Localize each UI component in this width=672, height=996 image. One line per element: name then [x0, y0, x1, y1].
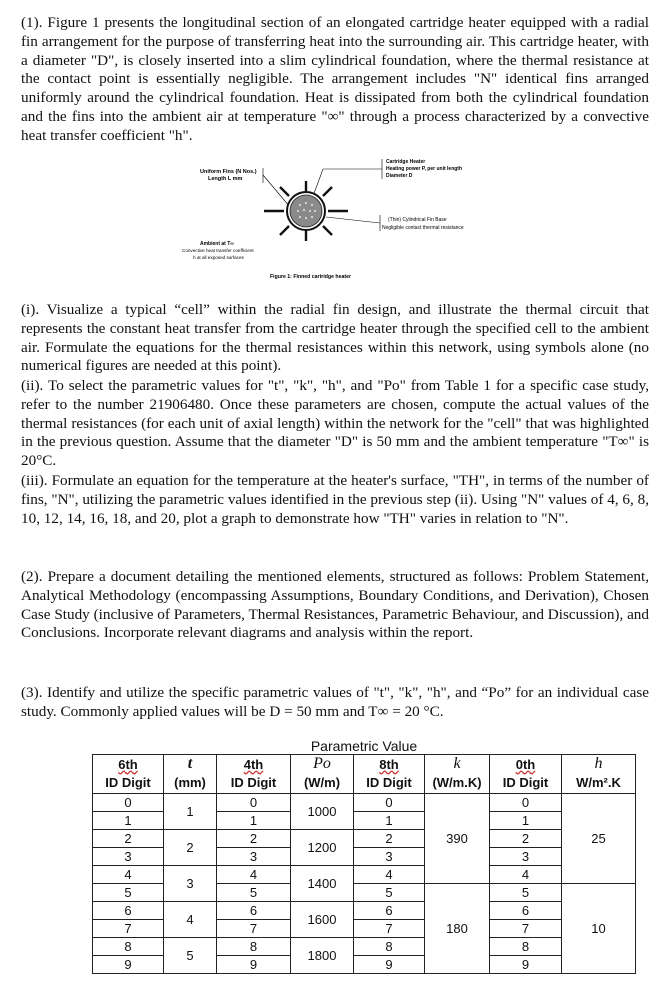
k-value: 390	[425, 793, 490, 883]
digit-cell: 7	[354, 919, 425, 937]
digit-cell: 4	[217, 865, 291, 883]
digit-cell: 3	[354, 847, 425, 865]
q2-text: (2). Prepare a document detailing the mentioned elements, structured as follows: Problem Statement, Analytical Methodology (encompassing Assumptions, Boundary Conditions, and Derivation), Chosen Case Study (inclusive of Parameters, Thermal Resistances, Parametric Behaviour, and Discussion), and Conclusions. Incorporate relevant diagrams and analysis within the report.	[21, 568, 649, 642]
digit-cell: 0	[354, 793, 425, 811]
table-title: Parametric Value	[93, 737, 636, 755]
po-value: 1400	[291, 865, 354, 901]
digit-cell: 2	[354, 829, 425, 847]
h-value: 25	[562, 793, 636, 883]
col-3-sub: ID Digit	[217, 773, 291, 793]
digit-cell: 9	[490, 955, 562, 973]
q1-part-iii: (iii). Formulate an equation for the temperature at the heater's surface, "TH", in terms of the number of fins, "N", utilizing the parametric values identified in the previous step (ii). Using "N" values of 4, 6, 8, 10, 12, 14, 16, 18, and 20, plot a graph to demonstrate how "TH" varies in relation to "N".	[21, 472, 649, 527]
figure-finned-heater	[160, 155, 500, 285]
po-value: 1800	[291, 937, 354, 973]
q3-text: (3). Identify and utilize the specific parametric values of "t", "k", "h", and “Po” for an individual case study. Commonly applied values will be D = 50 mm and T∞ = 20 °C.	[21, 684, 649, 720]
po-value: 1200	[291, 829, 354, 865]
digit-cell: 0	[93, 793, 164, 811]
q1-intro: (1). Figure 1 presents the longitudinal section of an elongated cartridge heater equipped with a radial fin arrangement for the purpose of transferring heat into the surrounding air. This cartridge heater, with a diameter "D", is closely inserted into a slim cylindrical foundation, where the thermal resistance at the contact point is essentially negligible. The arrangement includes "N" identical fins arranged uniformly around the cylindrical foundation. Heat is dissipated from both the cylindrical foundation and the fins into the ambient air at temperature "∞" through a process characterized by a convective heat transfer coefficient "h".	[21, 14, 649, 144]
col-6-symbol: k	[453, 755, 461, 772]
col-4-sub: (W/m)	[291, 773, 354, 793]
q1-part-i: (i). Visualize a typical “cell” within the radial fin design, and illustrate the thermal circuit that represents the constant heat transfer from the cartridge heater through the specified cell to the ambient air. Formulate the equations for the thermal resistances within this network, using symbols alone (no numerical figures are needed at this point).	[21, 301, 649, 375]
digit-cell: 9	[354, 955, 425, 973]
digit-cell: 0	[490, 793, 562, 811]
col-7-sub: ID Digit	[490, 773, 562, 793]
fig-label-heater: Cartridge Heater	[386, 159, 426, 165]
digit-cell: 0	[217, 793, 291, 811]
digit-cell: 6	[354, 901, 425, 919]
digit-cell: 1	[490, 811, 562, 829]
col-8-sub: W/m².K	[562, 773, 636, 793]
t-value: 1	[164, 793, 217, 829]
col-8-symbol: h	[594, 755, 603, 772]
table-row	[93, 901, 636, 919]
fig-label-contact: Negligible contact thermal resistance	[382, 225, 464, 231]
col-2-sub: (mm)	[164, 773, 217, 793]
t-value: 5	[164, 937, 217, 973]
digit-cell: 1	[354, 811, 425, 829]
col-7-ordinal: 0th	[515, 756, 536, 772]
digit-cell: 3	[490, 847, 562, 865]
digit-cell: 8	[354, 937, 425, 955]
digit-cell: 7	[490, 919, 562, 937]
fig-label-diameter: Diameter D	[386, 173, 413, 179]
digit-cell: 8	[217, 937, 291, 955]
digit-cell: 4	[490, 865, 562, 883]
t-value: 3	[164, 865, 217, 901]
digit-cell: 6	[93, 901, 164, 919]
digit-cell: 4	[354, 865, 425, 883]
col-2-symbol: t	[187, 755, 193, 772]
digit-cell: 3	[217, 847, 291, 865]
q1-part-ii: (ii). To select the parametric values for "t", "k", "h", and "Po" from Table 1 for a specific case study, refer to the number 21906480. Once these parameters are chosen, compute the actual values of the thermal resistances (for each unit of axial length) within the network for the "cell" that was highlighted in the previous question. Assume that the diameter "D" is 50 mm and the ambient temperature "T∞" is 20°C.	[21, 377, 649, 470]
fig-label-conv2: h at all exposed surfaces	[193, 255, 244, 260]
fig-label-ambient: Ambient at T∞	[200, 241, 234, 247]
parametric-value-table	[92, 737, 636, 974]
fig-caption: Figure 1: Finned cartridge heater	[270, 274, 351, 280]
fig-label-base: (Thin) Cylindrical Fin Base	[388, 217, 447, 223]
digit-cell: 2	[490, 829, 562, 847]
digit-cell: 8	[93, 937, 164, 955]
t-value: 2	[164, 829, 217, 865]
col-5-ordinal: 8th	[379, 756, 399, 772]
po-value: 1600	[291, 901, 354, 937]
h-value: 10	[562, 883, 636, 973]
digit-cell: 5	[93, 883, 164, 901]
digit-cell: 2	[93, 829, 164, 847]
table-row	[93, 865, 636, 883]
digit-cell: 3	[93, 847, 164, 865]
col-6-sub: (W/m.K)	[425, 773, 490, 793]
fig-label-power: Heating power P, per unit length	[386, 166, 463, 172]
digit-cell: 8	[490, 937, 562, 955]
table-row	[93, 793, 636, 811]
digit-cell: 9	[93, 955, 164, 973]
digit-cell: 5	[490, 883, 562, 901]
col-1-sub: ID Digit	[93, 773, 164, 793]
digit-cell: 6	[490, 901, 562, 919]
digit-cell: 7	[217, 919, 291, 937]
digit-cell: 6	[217, 901, 291, 919]
col-1-ordinal: 6th	[118, 756, 138, 772]
col-3-ordinal: 4th	[243, 756, 264, 772]
fig-label-conv1: Convective heat transfer coefficient	[182, 248, 254, 253]
col-4-symbol: Po	[313, 755, 331, 772]
digit-cell: 1	[217, 811, 291, 829]
col-5-sub: ID Digit	[354, 773, 425, 793]
t-value: 4	[164, 901, 217, 937]
digit-cell: 9	[217, 955, 291, 973]
digit-cell: 4	[93, 865, 164, 883]
digit-cell: 1	[93, 811, 164, 829]
digit-cell: 7	[93, 919, 164, 937]
k-value: 180	[425, 883, 490, 973]
digit-cell: 2	[217, 829, 291, 847]
table-row	[93, 829, 636, 847]
digit-cell: 5	[217, 883, 291, 901]
po-value: 1000	[291, 793, 354, 829]
fig-label-fins: Uniform Fins (N Nos.)	[200, 169, 257, 175]
table-row	[93, 937, 636, 955]
digit-cell: 5	[354, 883, 425, 901]
fig-label-length: Length L mm	[208, 176, 243, 182]
